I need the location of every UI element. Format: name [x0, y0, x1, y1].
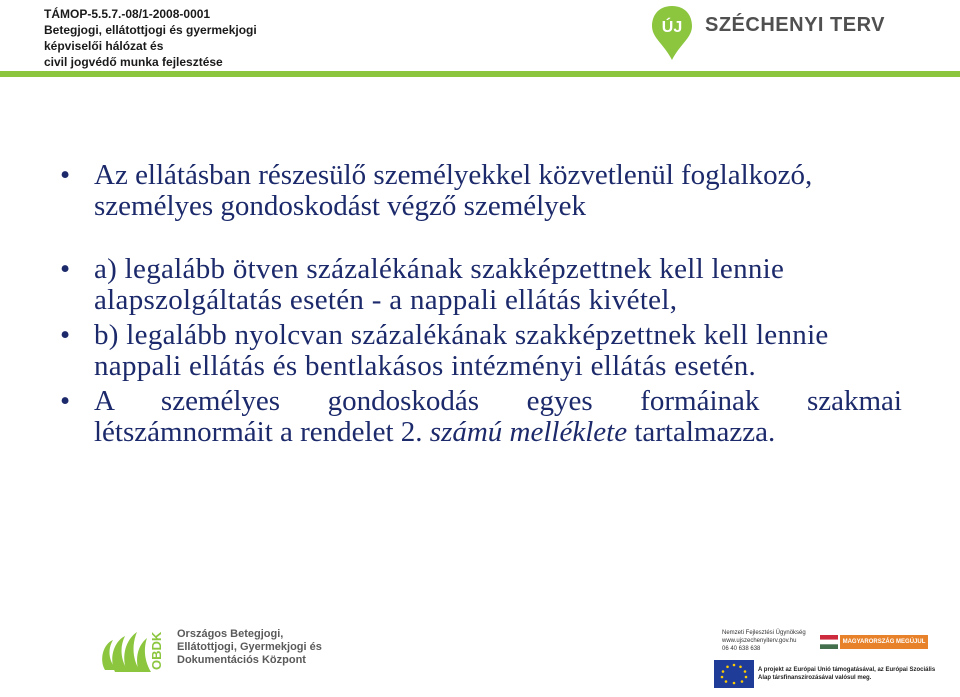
- staffing-norms-line-2b: tartalmazza.: [627, 416, 776, 448]
- bullet-staff-scope: • Az ellátásban részesülő személyekkel közvetlenül foglalkozó, személyes gondoskodást végző személyek: [60, 160, 902, 222]
- hungarian-flag-icon: [820, 635, 838, 649]
- uj-badge-text: ÚJ: [661, 19, 683, 36]
- project-title-line-2: képviselői hálózat és: [44, 39, 164, 53]
- nfu-contact: Nemzeti Fejlesztési Ügynökség www.ujszechenyiterv.gov.hu 06 40 638 638: [722, 630, 806, 652]
- bullet-staffing-norms: [60, 386, 902, 448]
- annex-reference: számú melléklete: [429, 416, 628, 448]
- header-divider: [0, 71, 960, 77]
- staffing-norms-line-1: • A személyes gondoskodás egyes formáinak szakmai: [94, 385, 902, 417]
- project-code: TÁMOP-5.5.7.-08/1-2008-0001: [44, 7, 211, 21]
- project-title-line-1: Betegjogi, ellátottjogi és gyermekjogi: [44, 23, 257, 37]
- obdk-logo: [95, 620, 322, 690]
- obdk-vertical-text: OBDK: [149, 631, 164, 670]
- slide-content: [60, 160, 902, 448]
- project-title-line-3: civil jogvédő munka fejlesztése: [44, 55, 223, 69]
- eu-funding-statement: A projekt az Európai Unió támogatásával, az Európai Szociális Alap társfinanszírozásával valósul meg.: [758, 667, 936, 681]
- staffing-norms-line-2a: létszámnormáit a rendelet 2.: [94, 416, 430, 448]
- bullet-residential-rule: • b) legalább nyolcvan százalékának szakképzettnek kell lennie nappali ellátás és bentlakásos intézményi ellátás esetén.: [60, 320, 902, 382]
- bullet-basic-services-rule: • a) legalább ötven százalékának szakképzettnek kell lennie alapszolgáltatás esetén - a nappali ellátás kivétel,: [60, 254, 902, 316]
- obdk-name: Országos Betegjogi, Ellátottjogi, Gyermekjogi és Dokumentációs Központ: [177, 628, 322, 666]
- szechenyi-terv-wordmark: SZÉCHENYI TERV: [705, 14, 885, 36]
- eu-flag-icon: [714, 660, 754, 688]
- hungary-renews-badge: MAGYARORSZÁG MEGÚJUL: [840, 635, 928, 649]
- funding-logos: [710, 622, 950, 694]
- szechenyi-terv-logo: [650, 4, 930, 64]
- project-header: [44, 6, 257, 70]
- obdk-emblem-icon: [95, 620, 175, 684]
